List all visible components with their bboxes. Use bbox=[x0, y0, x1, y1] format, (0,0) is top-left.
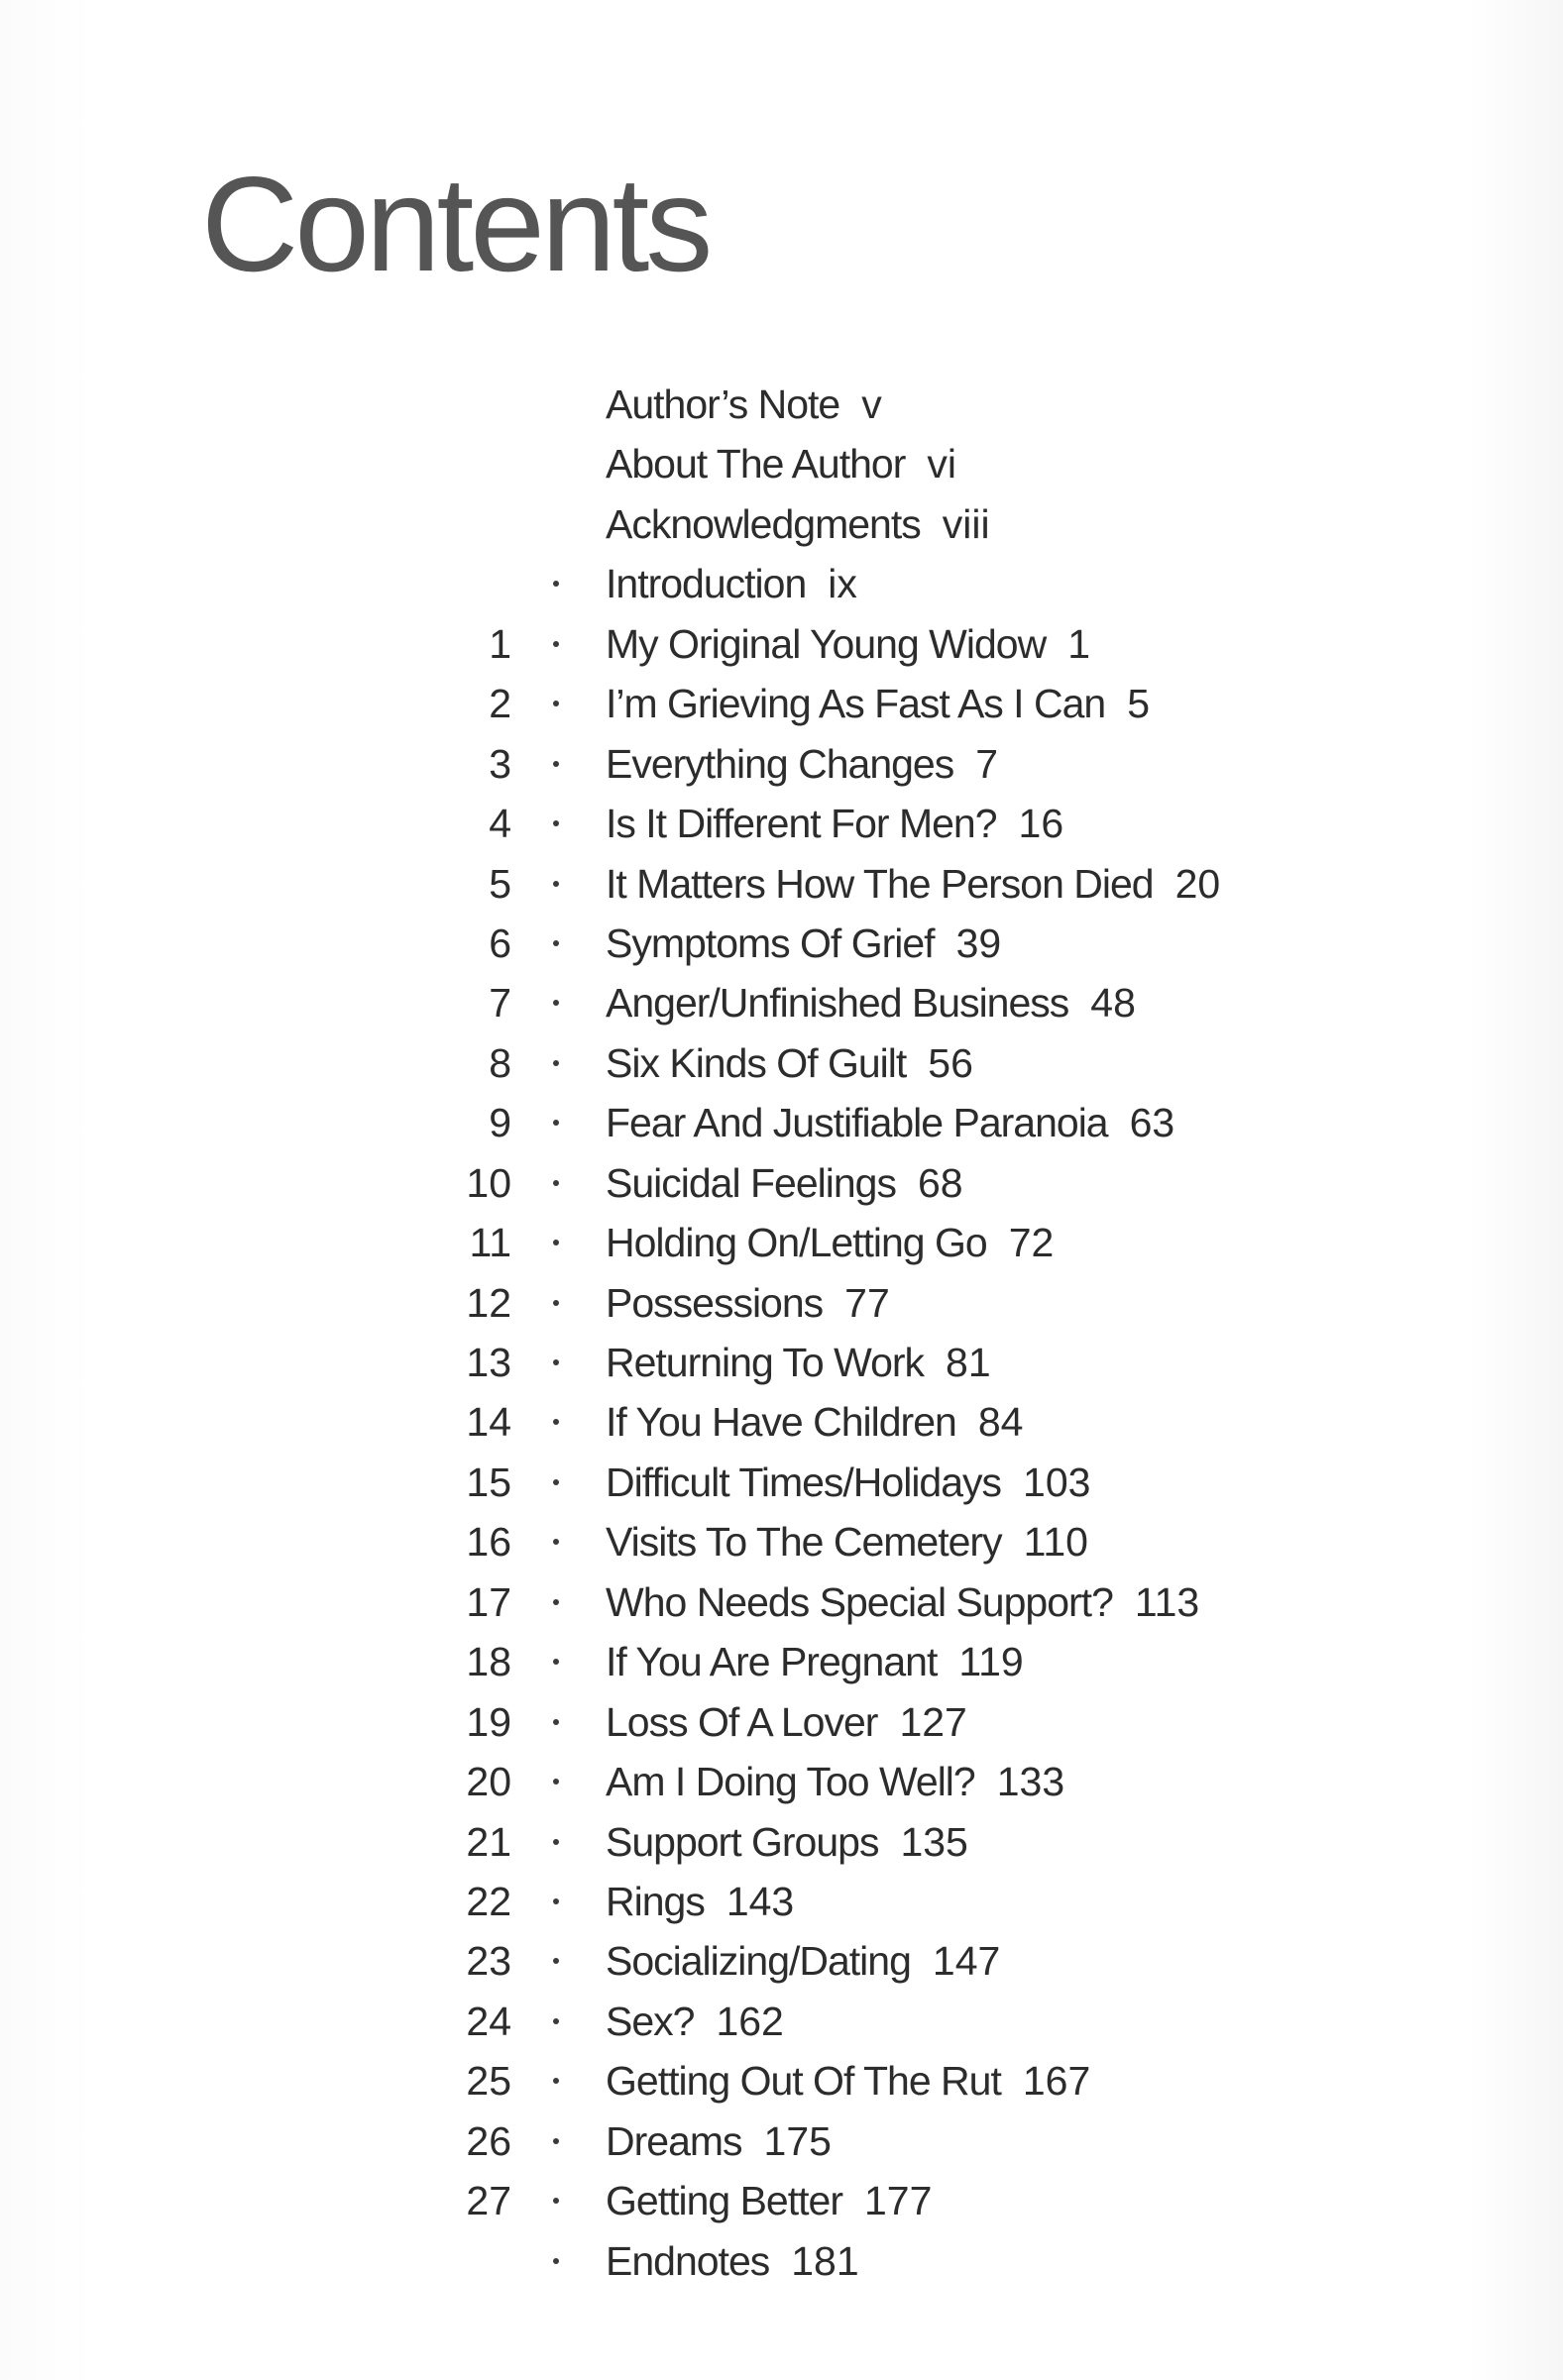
chapter-number: 23 bbox=[466, 1938, 511, 1985]
chapter-title: About The Author bbox=[606, 441, 906, 487]
chapter-title: Acknowledgments bbox=[606, 500, 921, 547]
chapter-number: 8 bbox=[489, 1039, 511, 1086]
toc-entry-text bbox=[606, 1153, 963, 1213]
chapter-number: 5 bbox=[489, 860, 511, 907]
bullet-dot-icon bbox=[553, 2138, 559, 2144]
toc-entry bbox=[0, 2231, 1563, 2291]
chapter-title: Who Needs Special Support? bbox=[606, 1578, 1113, 1625]
toc-entry bbox=[0, 1572, 1563, 1632]
chapter-title: Introduction bbox=[606, 561, 807, 607]
chapter-title: Socializing/Dating bbox=[606, 1938, 911, 1985]
chapter-number: 14 bbox=[466, 1399, 511, 1446]
toc-entry bbox=[0, 1632, 1563, 1691]
bullet-dot-icon bbox=[553, 2018, 559, 2024]
toc-entry-text bbox=[606, 1512, 1088, 1571]
page-number: 7 bbox=[975, 740, 999, 787]
toc-entry-text bbox=[606, 1093, 1174, 1152]
page-number: v bbox=[861, 381, 882, 427]
chapter-title: Visits To The Cemetery bbox=[606, 1519, 1002, 1566]
page-number: 39 bbox=[955, 920, 1002, 966]
toc-entry-text bbox=[606, 2111, 832, 2171]
chapter-number: 13 bbox=[466, 1340, 511, 1385]
chapter-title: Returning To Work bbox=[606, 1340, 925, 1385]
chapter-number: 4 bbox=[489, 801, 511, 847]
toc-entry-text bbox=[606, 1273, 890, 1333]
chapter-number: 12 bbox=[466, 1279, 511, 1326]
chapter-title: Author’s Note bbox=[606, 381, 840, 427]
bullet-dot-icon bbox=[553, 1958, 559, 1964]
bullet-dot-icon bbox=[553, 1419, 559, 1425]
toc-entry-text bbox=[606, 554, 857, 613]
chapter-title: Suicidal Feelings bbox=[606, 1159, 896, 1206]
chapter-title: Anger/Unfinished Business bbox=[606, 980, 1069, 1027]
page-number: 181 bbox=[791, 2237, 859, 2284]
chapter-title: Possessions bbox=[606, 1279, 824, 1326]
chapter-number: 15 bbox=[466, 1459, 511, 1505]
page-number: 1 bbox=[1067, 620, 1090, 667]
toc-entry bbox=[0, 614, 1563, 674]
toc-entry-text bbox=[606, 1931, 1000, 1991]
toc-entry-text bbox=[606, 2051, 1090, 2110]
toc-entry-text bbox=[606, 1213, 1054, 1272]
toc-entry bbox=[0, 554, 1563, 613]
page-number: ix bbox=[828, 561, 857, 607]
toc-entry bbox=[0, 434, 1563, 493]
chapter-title: Everything Changes bbox=[606, 740, 954, 787]
chapter-number: 3 bbox=[489, 740, 511, 787]
bullet-dot-icon bbox=[553, 2078, 559, 2084]
toc-entry bbox=[0, 1992, 1563, 2051]
toc-entry bbox=[0, 1333, 1563, 1392]
chapter-number: 7 bbox=[489, 980, 511, 1027]
page-number: 81 bbox=[946, 1340, 991, 1385]
chapter-number: 10 bbox=[466, 1159, 511, 1206]
toc-entry bbox=[0, 1153, 1563, 1213]
toc-entry-text bbox=[606, 1033, 973, 1093]
bullet-dot-icon bbox=[553, 881, 559, 887]
toc-entry bbox=[0, 2171, 1563, 2230]
chapter-title: Dreams bbox=[606, 2117, 742, 2164]
toc-entry bbox=[0, 375, 1563, 434]
chapter-title: If You Have Children bbox=[606, 1399, 956, 1446]
toc-entry-text bbox=[606, 375, 882, 434]
toc-entry bbox=[0, 794, 1563, 853]
chapter-title: Sex? bbox=[606, 1998, 695, 2044]
toc-entry-text bbox=[606, 734, 998, 794]
toc-entry bbox=[0, 1213, 1563, 1272]
chapter-number: 6 bbox=[489, 920, 511, 966]
chapter-title: It Matters How The Person Died bbox=[606, 860, 1154, 907]
toc-entry bbox=[0, 1872, 1563, 1931]
bullet-dot-icon bbox=[553, 1180, 559, 1186]
toc-entry-text bbox=[606, 1632, 1024, 1691]
toc-entry-text bbox=[606, 1392, 1023, 1452]
page-number: 84 bbox=[977, 1399, 1024, 1446]
page-number: 16 bbox=[1018, 801, 1064, 847]
bullet-dot-icon bbox=[553, 1599, 559, 1605]
bullet-dot-icon bbox=[553, 1719, 559, 1725]
chapter-number: 18 bbox=[466, 1639, 511, 1685]
bullet-dot-icon bbox=[553, 1240, 559, 1245]
toc-entry bbox=[0, 854, 1563, 914]
toc-entry-text bbox=[606, 1812, 968, 1872]
toc-entry-text bbox=[606, 914, 1001, 973]
bullet-dot-icon bbox=[553, 1898, 559, 1904]
toc-entry bbox=[0, 914, 1563, 973]
page-number: 56 bbox=[928, 1039, 973, 1086]
page-number: 167 bbox=[1022, 2058, 1091, 2105]
toc-entry-text bbox=[606, 674, 1150, 733]
page-number: 20 bbox=[1174, 860, 1221, 907]
toc-entry bbox=[0, 1273, 1563, 1333]
bullet-dot-icon bbox=[553, 1000, 559, 1006]
toc-entry bbox=[0, 734, 1563, 794]
chapter-title: Fear And Justifiable Paranoia bbox=[606, 1100, 1108, 1146]
chapter-title: If You Are Pregnant bbox=[606, 1639, 938, 1685]
chapter-title: Getting Out Of The Rut bbox=[606, 2058, 1001, 2105]
chapter-title: My Original Young Widow bbox=[606, 620, 1047, 667]
toc-entry bbox=[0, 1453, 1563, 1512]
page-number: 63 bbox=[1129, 1100, 1175, 1146]
chapter-number: 27 bbox=[466, 2178, 511, 2224]
bullet-dot-icon bbox=[553, 1060, 559, 1066]
bullet-dot-icon bbox=[553, 641, 559, 647]
chapter-number: 9 bbox=[489, 1100, 511, 1146]
toc-entry-text bbox=[606, 1692, 967, 1752]
toc-entry bbox=[0, 2111, 1563, 2171]
bullet-dot-icon bbox=[553, 2198, 559, 2204]
page-number: vi bbox=[927, 441, 956, 487]
chapter-title: Difficult Times/Holidays bbox=[606, 1459, 1002, 1505]
bullet-dot-icon bbox=[553, 940, 559, 946]
chapter-number: 20 bbox=[466, 1759, 511, 1805]
bullet-dot-icon bbox=[553, 581, 559, 587]
page-number: 5 bbox=[1127, 681, 1150, 727]
chapter-number: 24 bbox=[466, 1998, 511, 2044]
toc-entry-text bbox=[606, 794, 1063, 853]
page-title: Contents bbox=[201, 149, 710, 299]
chapter-title: Am I Doing Too Well? bbox=[606, 1759, 975, 1805]
toc-entry-text bbox=[606, 1453, 1090, 1512]
toc-entry bbox=[0, 494, 1563, 554]
toc-entry bbox=[0, 1752, 1563, 1811]
chapter-title: Support Groups bbox=[606, 1818, 879, 1865]
page-number: 175 bbox=[763, 2117, 832, 2164]
page-number: 177 bbox=[863, 2178, 933, 2224]
page-number: 48 bbox=[1090, 980, 1136, 1027]
bullet-dot-icon bbox=[553, 1779, 559, 1785]
chapter-number: 21 bbox=[466, 1818, 511, 1865]
toc-entry bbox=[0, 1033, 1563, 1093]
page-number: 77 bbox=[844, 1279, 890, 1326]
chapter-number: 25 bbox=[466, 2058, 511, 2105]
bullet-dot-icon bbox=[553, 2258, 559, 2264]
toc-entry-text bbox=[606, 494, 990, 554]
bullet-dot-icon bbox=[553, 1300, 559, 1306]
page-number: 127 bbox=[899, 1698, 967, 1745]
toc-entry-text bbox=[606, 2171, 932, 2230]
toc-entry-text bbox=[606, 1333, 991, 1392]
toc-entry-text bbox=[606, 1992, 784, 2051]
bullet-dot-icon bbox=[553, 1539, 559, 1545]
chapter-title: Holding On/Letting Go bbox=[606, 1220, 987, 1266]
toc-entry bbox=[0, 1093, 1563, 1152]
bullet-dot-icon bbox=[553, 1120, 559, 1126]
page-number: 133 bbox=[996, 1759, 1065, 1805]
bullet-dot-icon bbox=[553, 1359, 559, 1365]
toc-entry-text bbox=[606, 1872, 794, 1931]
page-number: 135 bbox=[900, 1818, 968, 1865]
bullet-dot-icon bbox=[553, 820, 559, 826]
chapter-number: 19 bbox=[466, 1698, 511, 1745]
toc-entry-text bbox=[606, 614, 1090, 674]
toc-entry-text bbox=[606, 973, 1136, 1032]
bullet-dot-icon bbox=[553, 701, 559, 706]
toc-entry bbox=[0, 1931, 1563, 1991]
chapter-number: 2 bbox=[489, 681, 511, 727]
chapter-title: I’m Grieving As Fast As I Can bbox=[606, 681, 1106, 727]
page-number: viii bbox=[942, 500, 990, 547]
page-number: 143 bbox=[726, 1878, 795, 1924]
page-number: 68 bbox=[917, 1159, 963, 1206]
bullet-dot-icon bbox=[553, 1839, 559, 1845]
chapter-title: Getting Better bbox=[606, 2178, 842, 2224]
chapter-number: 16 bbox=[466, 1519, 511, 1566]
bullet-dot-icon bbox=[553, 1659, 559, 1665]
table-of-contents bbox=[0, 375, 1563, 2291]
chapter-title: Endnotes bbox=[606, 2237, 770, 2284]
toc-entry bbox=[0, 2051, 1563, 2110]
chapter-title: Six Kinds Of Guilt bbox=[606, 1039, 907, 1086]
page-number: 103 bbox=[1023, 1459, 1091, 1505]
toc-entry bbox=[0, 1512, 1563, 1571]
chapter-title: Is It Different For Men? bbox=[606, 801, 997, 847]
toc-entry bbox=[0, 1692, 1563, 1752]
toc-entry bbox=[0, 973, 1563, 1032]
chapter-title: Loss Of A Lover bbox=[606, 1698, 878, 1745]
chapter-number: 17 bbox=[466, 1578, 511, 1625]
chapter-title: Symptoms Of Grief bbox=[606, 920, 935, 966]
chapter-number: 22 bbox=[466, 1878, 511, 1924]
page-number: 147 bbox=[932, 1938, 1001, 1985]
chapter-number: 26 bbox=[466, 2117, 511, 2164]
bullet-dot-icon bbox=[553, 761, 559, 767]
page-number: 72 bbox=[1008, 1220, 1055, 1266]
toc-entry-text bbox=[606, 1752, 1064, 1811]
toc-entry-text bbox=[606, 434, 956, 493]
page-number: 162 bbox=[716, 1998, 784, 2044]
toc-entry-text bbox=[606, 854, 1220, 914]
chapter-number: 11 bbox=[469, 1220, 511, 1266]
toc-entry bbox=[0, 1392, 1563, 1452]
bullet-dot-icon bbox=[553, 1479, 559, 1485]
toc-entry bbox=[0, 674, 1563, 733]
chapter-title: Rings bbox=[606, 1878, 705, 1924]
toc-entry bbox=[0, 1812, 1563, 1872]
toc-entry-text bbox=[606, 1572, 1199, 1632]
page-number: 113 bbox=[1134, 1578, 1200, 1625]
toc-entry-text bbox=[606, 2231, 859, 2291]
page-number: 110 bbox=[1023, 1519, 1088, 1566]
page-number: 119 bbox=[958, 1639, 1024, 1685]
chapter-number: 1 bbox=[489, 620, 511, 667]
